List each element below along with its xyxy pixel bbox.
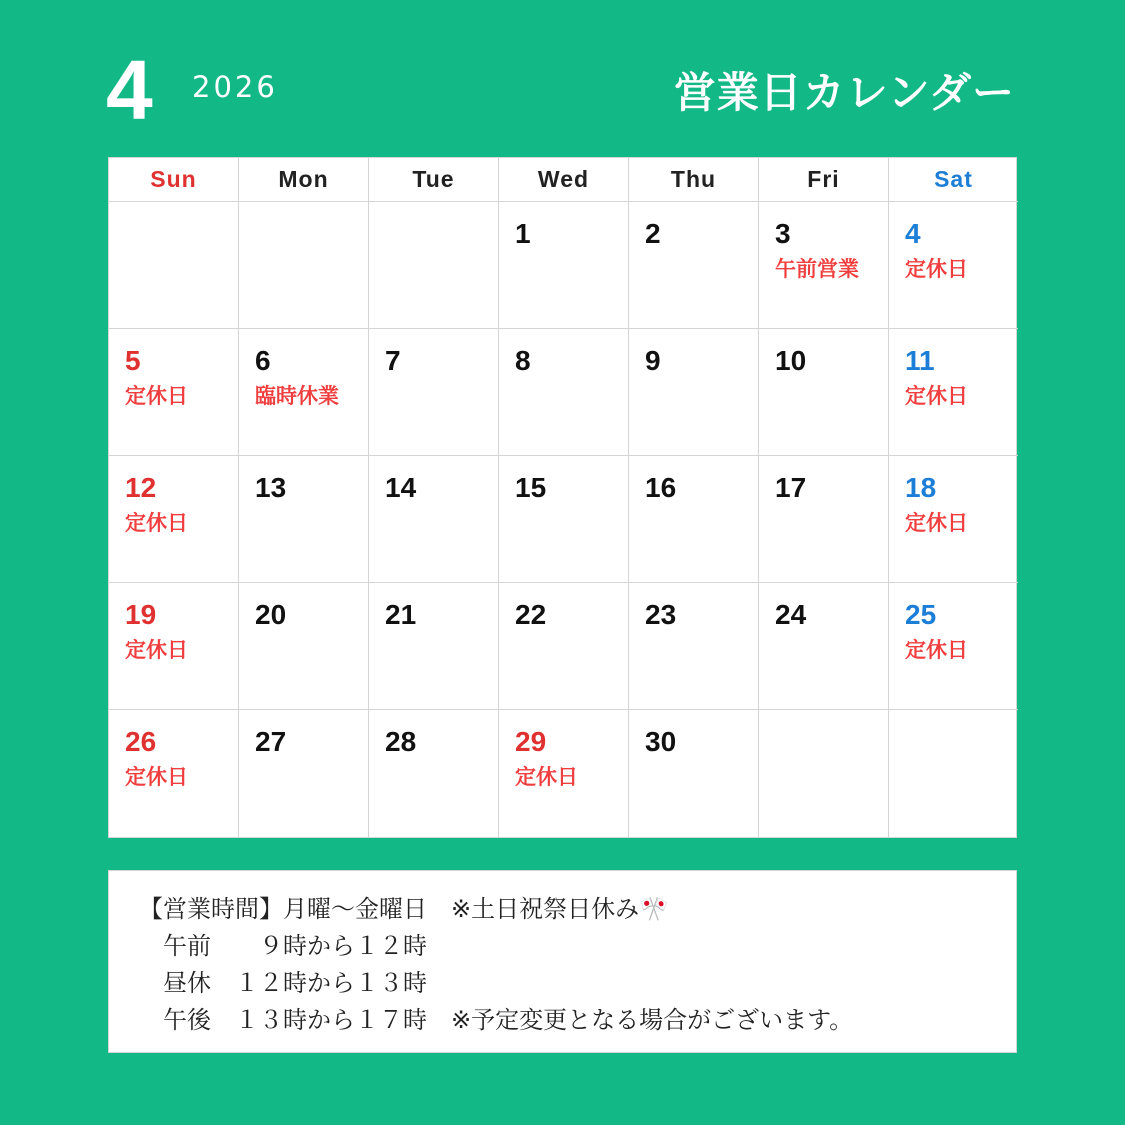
day-cell — [629, 583, 759, 710]
day-note: 定休日 — [125, 511, 188, 535]
day-number: 4 — [905, 218, 921, 249]
day-note: 定休日 — [125, 638, 188, 662]
day-number: 29 — [515, 726, 547, 757]
day-number: 30 — [645, 726, 677, 757]
day-cell — [889, 329, 1018, 456]
day-cell — [239, 710, 369, 837]
day-cell — [109, 329, 239, 456]
year-label: 2026 — [192, 70, 278, 104]
day-cell — [629, 710, 759, 837]
day-cell — [889, 583, 1018, 710]
day-number: 19 — [125, 599, 157, 630]
afternoon-hours-line: 午後 １３時から１７時 ※予定変更となる場合がございます。 — [139, 1006, 854, 1034]
day-cell — [239, 202, 369, 329]
business-hours-panel — [108, 870, 1017, 1053]
day-cell — [369, 202, 499, 329]
day-number: 26 — [125, 726, 157, 757]
day-number: 7 — [385, 345, 401, 376]
day-cell — [759, 710, 889, 837]
day-number: 3 — [775, 218, 791, 249]
day-cell — [499, 583, 629, 710]
day-note: 定休日 — [125, 384, 188, 408]
day-cell — [759, 329, 889, 456]
day-cell — [369, 710, 499, 837]
day-cell — [239, 583, 369, 710]
day-number: 25 — [905, 599, 937, 630]
day-cell — [369, 456, 499, 583]
weekday-mon: Mon — [239, 158, 369, 202]
day-number: 10 — [775, 345, 807, 376]
day-cell — [889, 456, 1018, 583]
day-number: 20 — [255, 599, 287, 630]
day-cell — [109, 456, 239, 583]
day-cell — [109, 710, 239, 837]
day-number: 14 — [385, 472, 417, 503]
day-number: 27 — [255, 726, 287, 757]
day-number: 16 — [645, 472, 677, 503]
day-cell — [629, 456, 759, 583]
day-number: 22 — [515, 599, 547, 630]
day-number: 24 — [775, 599, 807, 630]
day-note: 定休日 — [905, 257, 968, 281]
day-number: 9 — [645, 345, 661, 376]
day-cell — [369, 329, 499, 456]
day-number: 23 — [645, 599, 677, 630]
day-number: 15 — [515, 472, 547, 503]
day-cell — [499, 329, 629, 456]
day-number: 18 — [905, 472, 937, 503]
day-cell — [239, 329, 369, 456]
weekday-tue: Tue — [369, 158, 499, 202]
day-number: 6 — [255, 345, 271, 376]
month-number: 4 — [106, 43, 153, 137]
day-cell — [759, 456, 889, 583]
day-cell — [369, 583, 499, 710]
day-cell — [889, 710, 1018, 837]
weekday-sun: Sun — [109, 158, 239, 202]
day-cell — [889, 202, 1018, 329]
calendar-grid — [108, 157, 1017, 838]
day-cell — [109, 583, 239, 710]
day-note: 定休日 — [125, 765, 188, 789]
day-cell — [239, 456, 369, 583]
day-number: 13 — [255, 472, 287, 503]
day-number: 12 — [125, 472, 157, 503]
day-cell — [629, 329, 759, 456]
calendar-title: 営業日カレンダー — [673, 68, 1015, 117]
day-cell — [109, 202, 239, 329]
weekday-sat: Sat — [889, 158, 1018, 202]
day-note: 定休日 — [515, 765, 578, 789]
day-number: 5 — [125, 345, 141, 376]
day-number: 17 — [775, 472, 807, 503]
day-note: 定休日 — [905, 638, 968, 662]
day-cell — [499, 456, 629, 583]
day-cell — [759, 202, 889, 329]
day-number: 28 — [385, 726, 417, 757]
lunch-break-line: 昼休 １２時から１３時 — [139, 969, 427, 997]
weekday-wed: Wed — [499, 158, 629, 202]
day-note: 定休日 — [905, 384, 968, 408]
day-cell — [499, 202, 629, 329]
day-cell — [629, 202, 759, 329]
day-number: 21 — [385, 599, 417, 630]
day-number: 8 — [515, 345, 531, 376]
weekday-thu: Thu — [629, 158, 759, 202]
morning-hours-line: 午前 ９時から１２時 — [139, 932, 427, 960]
day-note: 午前営業 — [775, 257, 859, 281]
day-number: 1 — [515, 218, 531, 249]
day-note: 定休日 — [905, 511, 968, 535]
business-hours-line: 【営業時間】月曜～金曜日 ※土日祝祭日休み🎌 — [139, 895, 669, 923]
day-cell — [759, 583, 889, 710]
day-number: 11 — [905, 345, 935, 376]
day-cell — [499, 710, 629, 837]
weekday-fri: Fri — [759, 158, 889, 202]
day-number: 2 — [645, 218, 661, 249]
day-note: 臨時休業 — [255, 384, 339, 408]
